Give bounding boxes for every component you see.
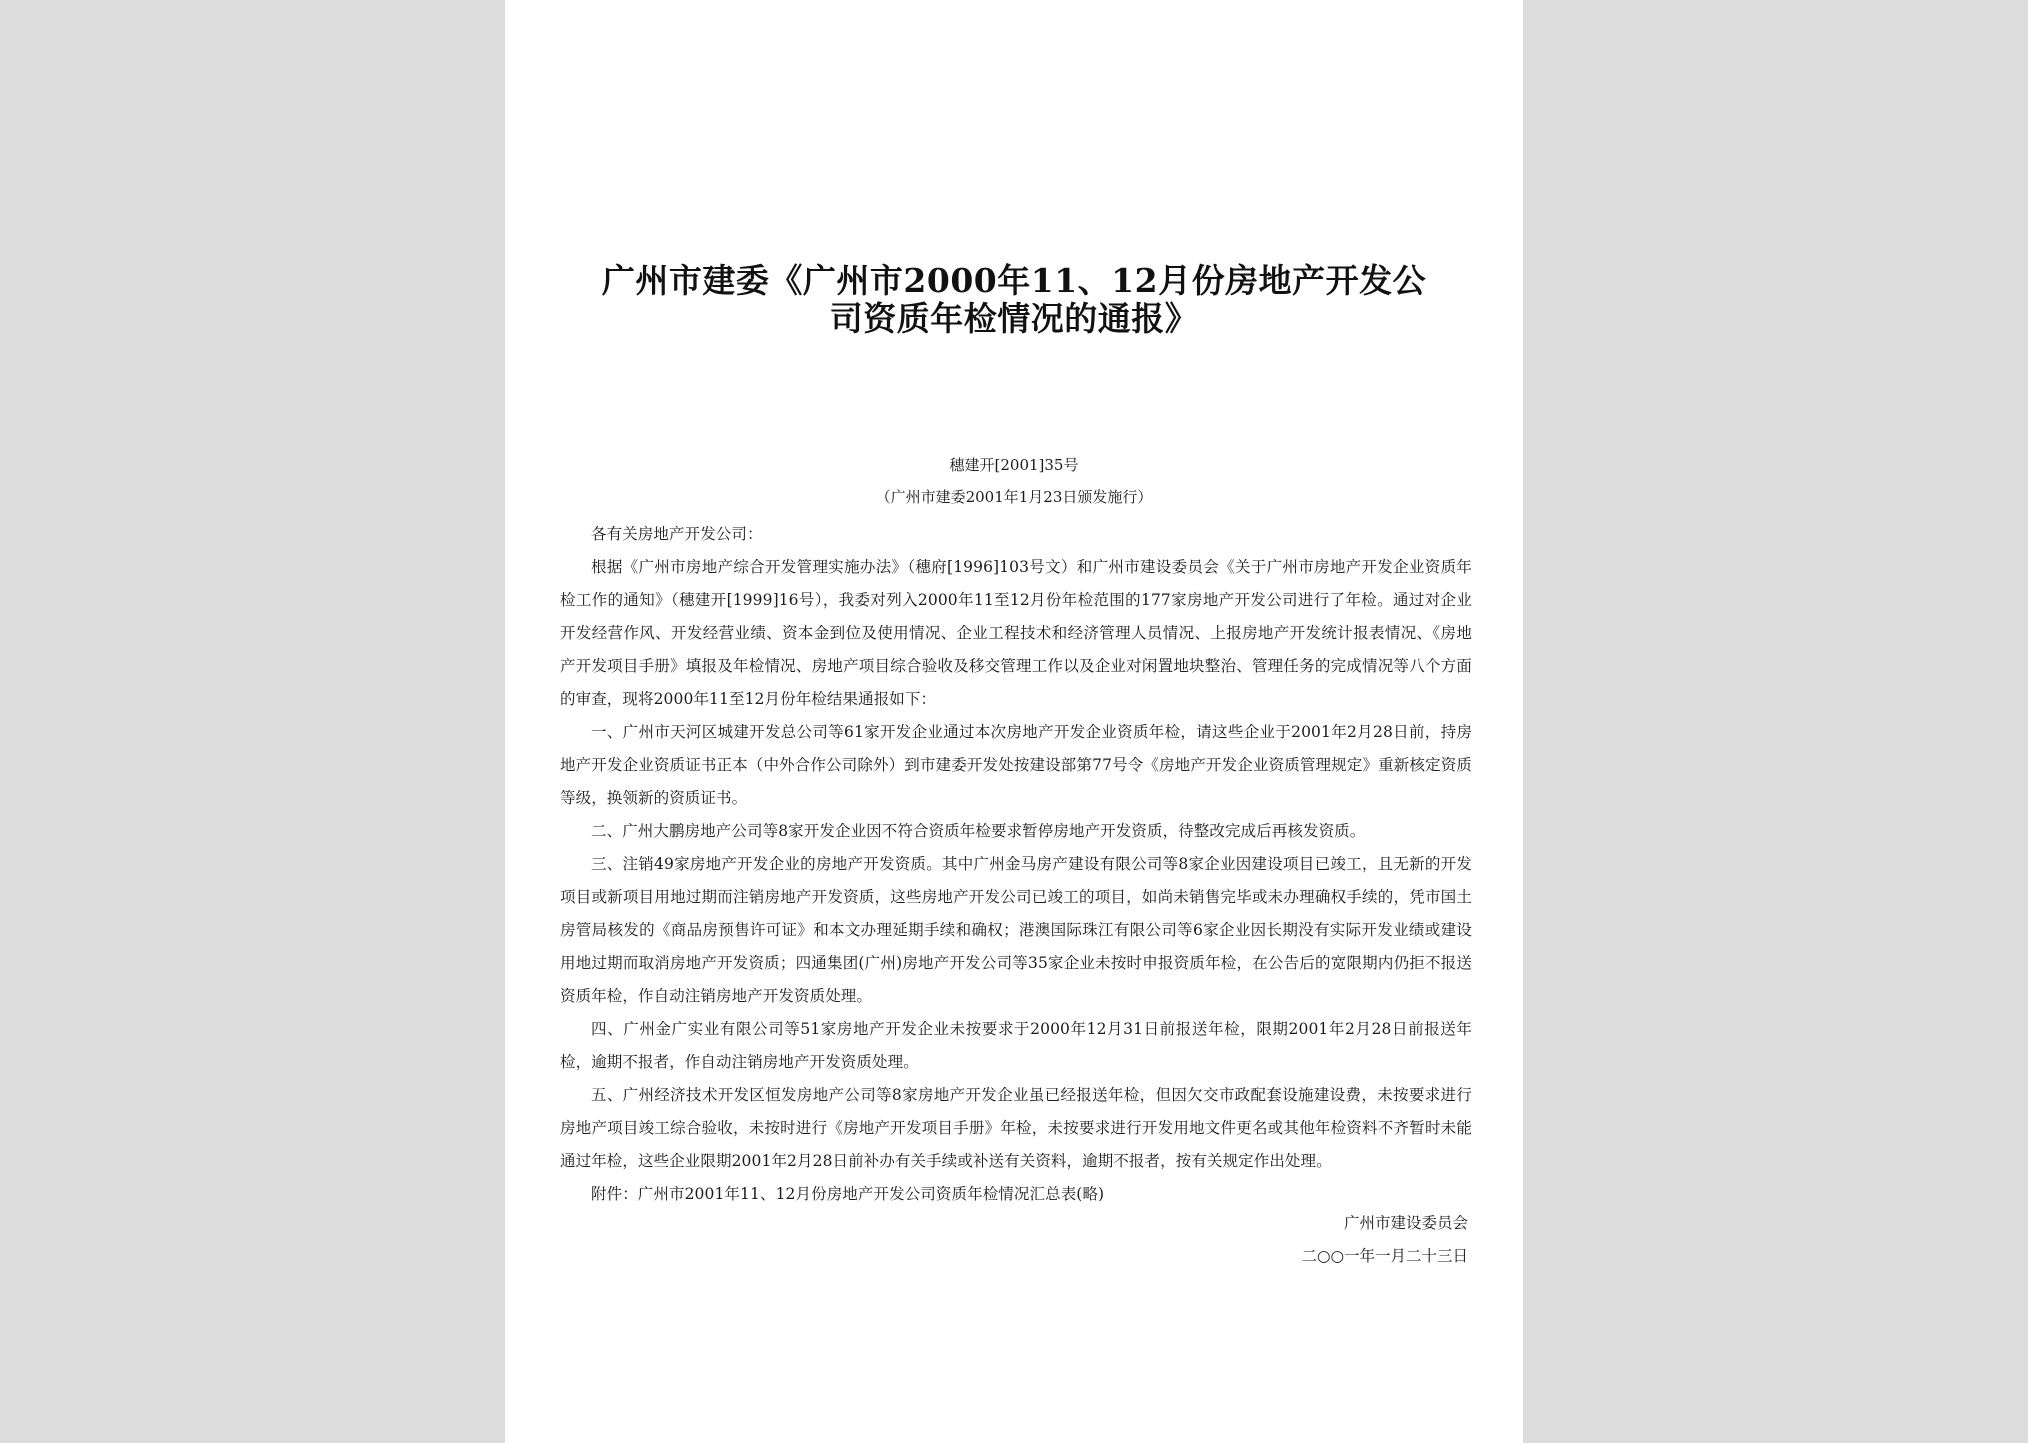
paragraph-item-2: 二、广州大鹏房地产公司等8家开发企业因不符合资质年检要求暂停房地产开发资质，待整改完成后再核发资质。 — [591, 822, 1366, 840]
paragraph-item-5: 五、广州经济技术开发区恒发房地产公司等8家房地产开发企业虽已经报送年检，但因欠交市政配套设施建设费，未按要求进行房地产项目竣工综合验收，未按时进行《房地产开发项目手册》年检，未按要求进行开发用地文件更名或其他年检资料不齐暂时未能通过年检，这些企业限期2001年2月28日前补办有关手续或补送有关资料，逾期不报者，按有关规定作出处理。 — [560, 1086, 1472, 1170]
attachment-note: 附件：广州市2001年11、12月份房地产开发公司资质年检情况汇总表(略) — [591, 1185, 1105, 1203]
document-body — [560, 518, 1472, 1211]
signature-block — [1301, 1207, 1468, 1273]
issue-date: 二○○一年一月二十三日 — [1301, 1247, 1468, 1265]
document-title: 广州市建委《广州市2000年11、12月份房地产开发公司资质年检情况的通报》 — [601, 261, 1427, 338]
issue-note: （广州市建委2001年1月23日颁发施行） — [875, 488, 1153, 506]
paragraph-intro: 根据《广州市房地产综合开发管理实施办法》（穗府[1996]103号文）和广州市建设委员会《关于广州市房地产开发企业资质年检工作的通知》（穗建开[1999]16号），我委对列入2000年11至12月份年检范围的177家房地产开发公司进行了年检。通过对企业开发经营作风、开发经营业绩、资本金到位及使用情况、企业工程技术和经济管理人员情况、上报房地产开发统计报表情况、《房地产开发项目手册》填报及年检情况、房地产项目综合验收及移交管理工作以及企业对闲置地块整治、管理任务的完成情况等八个方面的审查，现将2000年11至12月份年检结果通报如下： — [560, 558, 1472, 708]
issuer-name: 广州市建设委员会 — [1343, 1214, 1468, 1232]
document-number: 穗建开[2001]35号 — [949, 456, 1079, 474]
paragraph-item-4: 四、广州金广实业有限公司等51家房地产开发企业未按要求于2000年12月31日前报送年检，限期2001年2月28日前报送年检，逾期不报者，作自动注销房地产开发资质处理。 — [560, 1020, 1472, 1071]
document-page — [505, 0, 1523, 1443]
salutation: 各有关房地产开发公司： — [591, 525, 763, 543]
paragraph-item-3: 三、注销49家房地产开发企业的房地产开发资质。其中广州金马房产建设有限公司等8家企业因建设项目已竣工，且无新的开发项目或新项目用地过期而注销房地产开发资质，这些房地产开发公司已竣工的项目，如尚未销售完毕或未办理确权手续的，凭市国土房管局核发的《商品房预售许可证》和本文办理延期手续和确权；港澳国际珠江有限公司等6家企业因长期没有实际开发业绩或建设用地过期而取消房地产开发资质；四通集团(广州)房地产开发公司等35家企业未按时申报资质年检，在公告后的宽限期内仍拒不报送资质年检，作自动注销房地产开发资质处理。 — [560, 855, 1472, 1005]
paragraph-item-1: 一、广州市天河区城建开发总公司等61家开发企业通过本次房地产开发企业资质年检，请这些企业于2001年2月28日前，持房地产开发企业资质证书正本（中外合作公司除外）到市建委开发处按建设部第77号令《房地产开发企业资质管理规定》重新核定资质等级，换领新的资质证书。 — [560, 723, 1472, 807]
